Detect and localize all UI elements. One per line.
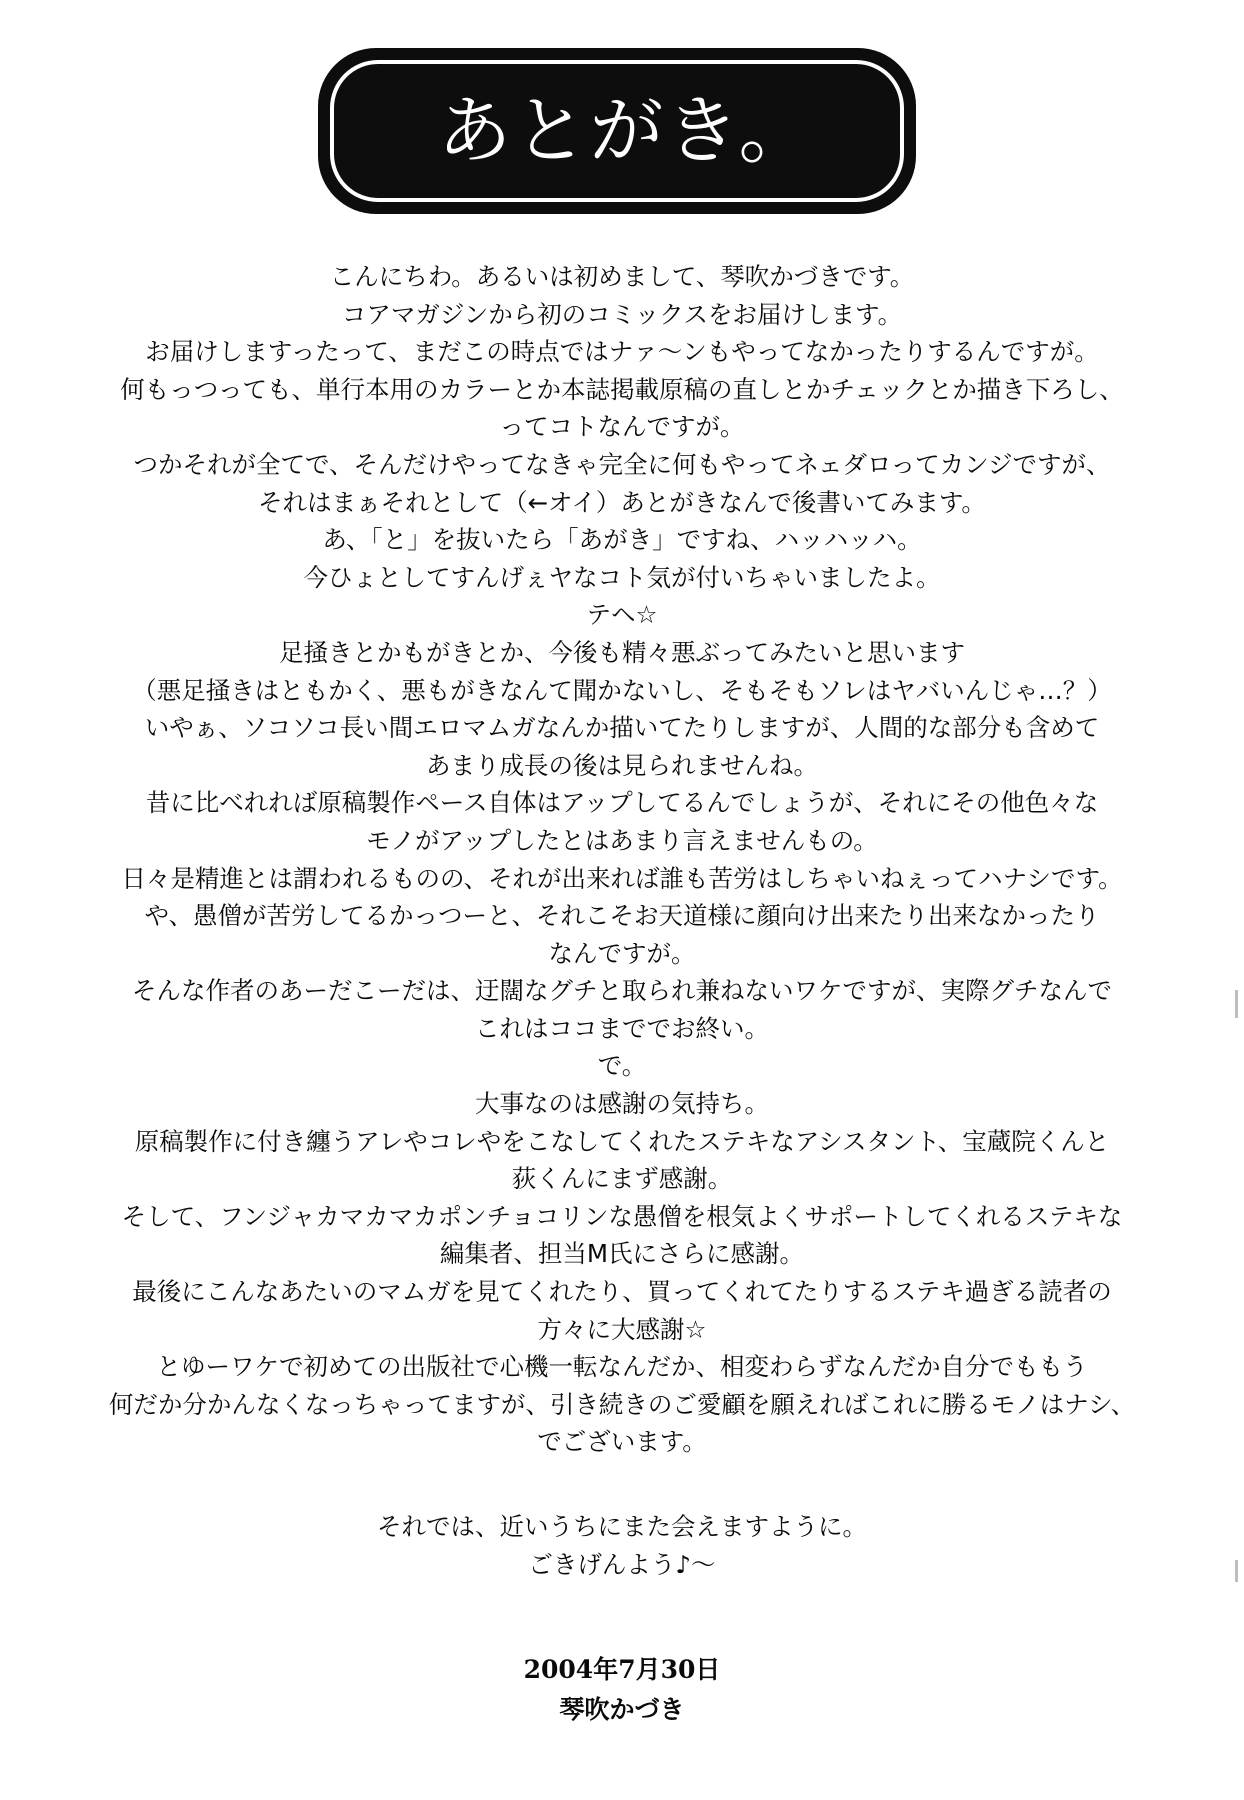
- body-line: 荻くんにまず感謝。: [511, 1164, 733, 1194]
- body-line: これはココまででお終い。: [475, 1013, 769, 1043]
- body-line: そして、フンジャカマカマカポンチョコリンな愚僧を根気よくサポートしてくれるステキな: [121, 1201, 1123, 1231]
- body-line: 今ひょとしてすんげぇヤなコト気が付いちゃいましたよ。: [303, 562, 941, 592]
- body-line: モノがアップしたとはあまり言えませんもの。: [366, 825, 878, 855]
- afterword-body: [30, 258, 1214, 1461]
- body-line: ってコトなんですが。: [499, 412, 745, 442]
- closing-line: ごきげんよう♪〜: [528, 1549, 716, 1579]
- body-line: なんですが。: [548, 938, 696, 968]
- body-line: お届けしますったって、まだこの時点ではナァ〜ンもやってなかったりするんですが。: [145, 337, 1099, 367]
- signature-date: 2004年7月30日: [523, 1655, 721, 1684]
- body-line: 最後にこんなあたいのマムガを見てくれたり、買ってくれてたりするステキ過ぎる読者の: [132, 1277, 1112, 1307]
- title-banner-inner-border: [330, 60, 904, 202]
- body-line: そんな作者のあーだこーだは、迂闊なグチと取られ兼ねないワケですが、実際グチなんで: [132, 976, 1112, 1006]
- page-title: あとがき。: [437, 88, 815, 174]
- scan-edge-mark: [1235, 990, 1238, 1018]
- body-line: で。: [597, 1051, 647, 1081]
- body-line: あまり成長の後は見られませんね。: [426, 750, 818, 780]
- body-line: 方々に大感謝☆: [537, 1314, 707, 1344]
- body-line: いやぁ、ソコソコ長い間エロマムガなんか描いてたりしますが、人間的な部分も含めて: [144, 713, 1100, 743]
- body-line: つかそれが全てで、そんだけやってなきゃ完全に何もやってネェダロってカンジですが、: [133, 449, 1111, 479]
- body-line: テヘ☆: [586, 600, 658, 630]
- title-banner: [318, 48, 916, 214]
- body-line: あ、「と」を抜いたら「あがき」ですね、ハッハッハ。: [322, 525, 922, 555]
- body-line: 足掻きとかもがきとか、今後も精々悪ぶってみたいと思います: [279, 637, 965, 667]
- signature-author: 琴吹かづき: [559, 1695, 685, 1724]
- body-line: や、愚僧が苦労してるかっつーと、それこそお天道様に顔向け出来たり出来なかったり: [144, 901, 1100, 931]
- body-line: 編集者、担当M氏にさらに感謝。: [439, 1239, 805, 1269]
- body-line: 原稿製作に付き纏うアレやコレやをこなしてくれたステキなアシスタント、宝蔵院くんと: [134, 1126, 1110, 1156]
- body-line: 大事なのは感謝の気持ち。: [475, 1089, 769, 1119]
- body-line: 何だか分かんなくなっちゃってますが、引き続きのご愛顧を願えればこれに勝るモノはナシ、: [108, 1389, 1136, 1419]
- body-line: 昔に比べれれば原稿製作ペース自体はアップしてるんでしょうが、それにその他色々な: [145, 788, 1099, 818]
- body-line: コアマガジンから初のコミックスをお届けします。: [341, 299, 903, 329]
- body-line: とゆーワケで初めての出版社で心機一転なんだか、相変わらずなんだか自分でももう: [156, 1352, 1088, 1382]
- closing-line: それでは、近いうちにまた会えますように。: [377, 1512, 867, 1541]
- body-line: でございます。: [537, 1427, 707, 1457]
- body-line: こんにちわ。あるいは初めまして、琴吹かづきです。: [329, 262, 915, 291]
- body-line: （悪足掻きはともかく、悪もがきなんて聞かないし、そもそもソレはヤバいんじゃ…？）: [132, 675, 1112, 705]
- closing-remarks: [30, 1508, 1214, 1583]
- body-line: 日々是精進とは謂われるものの、それが出来れば誰も苦労はしちゃいねぇってハナシです。: [121, 863, 1123, 893]
- body-line: 何もっつっても、単行本用のカラーとか本誌掲載原稿の直しとかチェックとか描き下ろし、: [120, 374, 1124, 404]
- scan-edge-mark: [1235, 1560, 1238, 1582]
- body-line: それはまぁそれとして（←オイ）あとがきなんで後書いてみます。: [258, 487, 986, 517]
- signature-block: [30, 1650, 1214, 1730]
